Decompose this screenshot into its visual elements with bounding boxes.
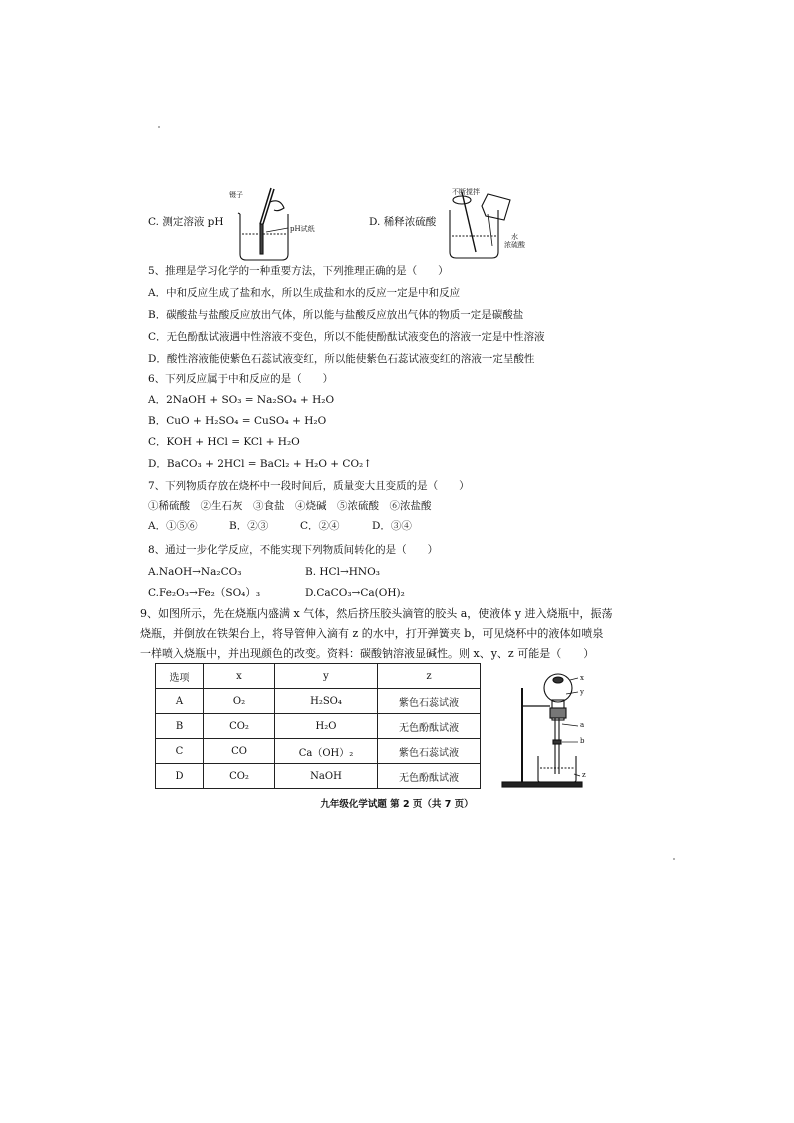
dilution-figure <box>442 186 532 264</box>
q9-line-2: 烧瓶，并倒放在铁架台上，将导管伸入滴有 z 的水中，打开弹簧夹 b，可见烧杯中的液体如喷泉 <box>140 627 604 640</box>
q7-option-d: D．③④ <box>372 520 412 532</box>
table-header-cell: y <box>275 664 378 689</box>
q6-option-a: A．2NaOH + SO₃ = Na₂SO₄ + H₂O <box>148 394 335 406</box>
q7-stem: 7、下列物质存放在烧杯中一段时间后，质量变大且变质的是（ ） <box>148 480 470 492</box>
ph-paper-label: pH试纸 <box>290 225 315 233</box>
figure-c-label: C. 测定溶液 pH <box>148 216 224 228</box>
fig-label-a: a <box>580 721 585 729</box>
stir-label: 不断搅拌 <box>452 188 480 196</box>
table-cell: CO₂ <box>204 764 275 789</box>
table-row <box>156 764 481 789</box>
q5-option-b: B．碳酸盐与盐酸反应放出气体，所以能与盐酸反应放出气体的物质一定是碳酸盐 <box>148 309 524 321</box>
table-row <box>156 714 481 739</box>
q6-stem: 6、下列反应属于中和反应的是（ ） <box>148 373 334 385</box>
q5-option-c: C．无色酚酞试液遇中性溶液不变色，所以不能使酚酞试液变色的溶液一定是中性溶液 <box>148 331 545 343</box>
q8-option-b: B. HCl→HNO₃ <box>305 566 380 578</box>
q6-option-d: D．BaCO₃ + 2HCl = BaCl₂ + H₂O + CO₂↑ <box>148 458 373 470</box>
q8-stem: 8、通过一步化学反应，不能实现下列物质间转化的是（ ） <box>148 544 439 556</box>
q7-option-c: C．②④ <box>300 520 340 532</box>
table-cell: 紫色石蕊试液 <box>378 739 481 764</box>
q9-line-3: 一样喷入烧瓶中，并出现颜色的改变。资料：碳酸钠溶液显碱性。则 x、y、z 可能是（ ） <box>140 647 595 660</box>
fig-label-b: b <box>580 737 585 745</box>
acid-label: 浓硫酸 <box>504 241 525 249</box>
q7-items: ①稀硫酸 ②生石灰 ③食盐 ④烧碱 ⑤浓硫酸 ⑥浓盐酸 <box>148 500 432 512</box>
fig-label-y: y <box>580 688 584 696</box>
table-cell: O₂ <box>204 689 275 714</box>
q6-option-c: C．KOH + HCl = KCl + H₂O <box>148 436 300 448</box>
page-footer: 九年级化学试题 第 2 页（共 7 页） <box>320 799 474 810</box>
scan-speck <box>673 858 675 860</box>
q5-option-a: A．中和反应生成了盐和水，所以生成盐和水的反应一定是中和反应 <box>148 287 461 299</box>
table-header-row <box>156 664 481 689</box>
table-cell: H₂SO₄ <box>275 689 378 714</box>
q6-option-b: B．CuO + H₂SO₄ = CuSO₄ + H₂O <box>148 415 327 427</box>
table-header-cell: x <box>204 664 275 689</box>
table-cell: D <box>156 764 204 789</box>
table-cell: CO <box>204 739 275 764</box>
table-row <box>156 739 481 764</box>
table-header-cell: 选项 <box>156 664 204 689</box>
table-cell: H₂O <box>275 714 378 739</box>
table-cell: Ca（OH）₂ <box>275 739 378 764</box>
table-row <box>156 689 481 714</box>
tweezers-label: 镊子 <box>229 191 243 199</box>
fig-label-x: x <box>580 674 584 682</box>
fig-label-z: z <box>582 771 586 779</box>
table-cell: 无色酚酞试液 <box>378 764 481 789</box>
table-cell: A <box>156 689 204 714</box>
figure-d-label: D. 稀释浓硫酸 <box>369 216 437 228</box>
table-cell: B <box>156 714 204 739</box>
table-header-cell: z <box>378 664 481 689</box>
q8-option-d: D.CaCO₃→Ca(OH)₂ <box>305 587 405 599</box>
water-label: 水 <box>511 233 518 241</box>
q7-option-a: A．①⑤⑥ <box>148 520 198 532</box>
scan-speck <box>158 126 160 128</box>
q9-line-1: 9、如图所示，先在烧瓶内盛满 x 气体，然后挤压胶头滴管的胶头 a，使液体 y 进入烧瓶中，振荡 <box>140 607 613 620</box>
table-cell: 紫色石蕊试液 <box>378 689 481 714</box>
q5-option-d: D．酸性溶液能使紫色石蕊试液变红，所以能使紫色石蕊试液变红的溶液一定呈酸性 <box>148 353 535 365</box>
q5-stem: 5、推理是学习化学的一种重要方法，下列推理正确的是（ ） <box>148 265 449 277</box>
table-cell: C <box>156 739 204 764</box>
table-cell: NaOH <box>275 764 378 789</box>
q7-option-b: B．②③ <box>229 520 269 532</box>
q8-option-a: A.NaOH→Na₂CO₃ <box>148 566 242 578</box>
table-cell: 无色酚酞试液 <box>378 714 481 739</box>
table-cell: CO₂ <box>204 714 275 739</box>
q8-option-c: C.Fe₂O₃→Fe₂（SO₄）₃ <box>148 587 261 599</box>
q9-options-table <box>155 663 481 789</box>
